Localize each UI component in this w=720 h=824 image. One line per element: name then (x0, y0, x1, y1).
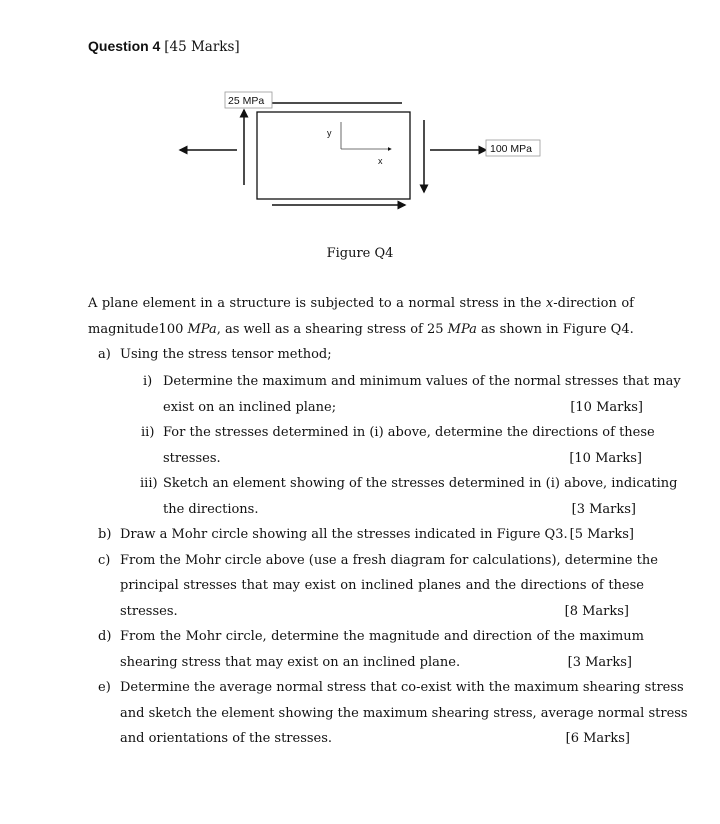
part-e-line-1: Determine the average normal stress that co-exist with the maximum shearing stress (120, 680, 684, 695)
shear-label: 25 MPa (228, 95, 265, 107)
intro-unit-1: MPa (187, 322, 217, 337)
part-c-line-3: stresses. (120, 604, 178, 619)
part-a-i-line-1: Determine the maximum and minimum values of the normal stresses that may (163, 374, 681, 389)
intro-unit-2: MPa (447, 322, 477, 337)
part-a-iii-line-2: the directions. (163, 502, 259, 517)
part-e-marks: [6 Marks] (565, 731, 630, 746)
part-e-line-3: and orientations of the stresses. (120, 731, 333, 746)
part-a-i-marks: [10 Marks] (570, 400, 643, 415)
axis-y-label: y (327, 128, 332, 138)
part-a-i-line-2: exist on an inclined plane; (163, 400, 337, 415)
intro-text-c: , as well as a shearing stress of 25 (216, 322, 448, 337)
part-a-text: Using the stress tensor method; (120, 347, 332, 362)
part-a-iii-label: iii) (140, 476, 158, 491)
part-a-ii-marks: [10 Marks] (569, 451, 642, 466)
part-a-i-label: i) (143, 374, 153, 389)
part-a-ii-line-1: For the stresses determined in (i) above, determine the directions of these (163, 425, 655, 440)
part-d-marks: [3 Marks] (567, 655, 632, 670)
question-marks: [45 Marks] (164, 39, 240, 55)
part-c-line-2: principal stresses that may exist on inclined planes and the directions of these (120, 578, 644, 593)
stress-element-square (257, 112, 410, 199)
question-number: Question 4 (88, 38, 161, 54)
intro-line-1: A plane element in a structure is subjected to a normal stress in the x-direction of (88, 296, 634, 311)
normal-label: 100 MPa (490, 143, 533, 155)
part-c-line-1: From the Mohr circle above (use a fresh diagram for calculations), determine the (120, 553, 658, 568)
intro-text-e: as shown in Figure Q4. (476, 322, 634, 337)
stress-element-figure (0, 0, 720, 240)
part-c-label: c) (98, 553, 111, 568)
part-a-ii-label: ii) (141, 425, 155, 440)
part-d-line-2: shearing stress that may exist on an inclined plane. (120, 655, 461, 670)
part-d-label: d) (98, 629, 112, 644)
figure-caption: Figure Q4 (326, 246, 394, 261)
part-b-text: Draw a Mohr circle showing all the stresses indicated in Figure Q3. (120, 527, 568, 542)
part-d-line-1: From the Mohr circle, determine the magnitude and direction of the maximum (120, 629, 644, 644)
intro-line-2 (88, 322, 634, 337)
part-b-label: b) (98, 527, 112, 542)
part-a-ii-line-2: stresses. (163, 451, 221, 466)
axis-x-label: x (378, 156, 383, 166)
part-b-marks: [5 Marks] (569, 527, 634, 542)
part-a-label: a) (98, 347, 111, 362)
part-e-line-2: and sketch the element showing the maximum shearing stress, average normal stress (120, 706, 688, 721)
part-a-iii-line-1: Sketch an element showing of the stresses determined in (i) above, indicating (163, 476, 678, 491)
part-c-marks: [8 Marks] (564, 604, 629, 619)
part-a-iii-marks: [3 Marks] (571, 502, 636, 517)
part-e-label: e) (98, 680, 111, 695)
intro-text-a: magnitude100 (88, 322, 188, 337)
